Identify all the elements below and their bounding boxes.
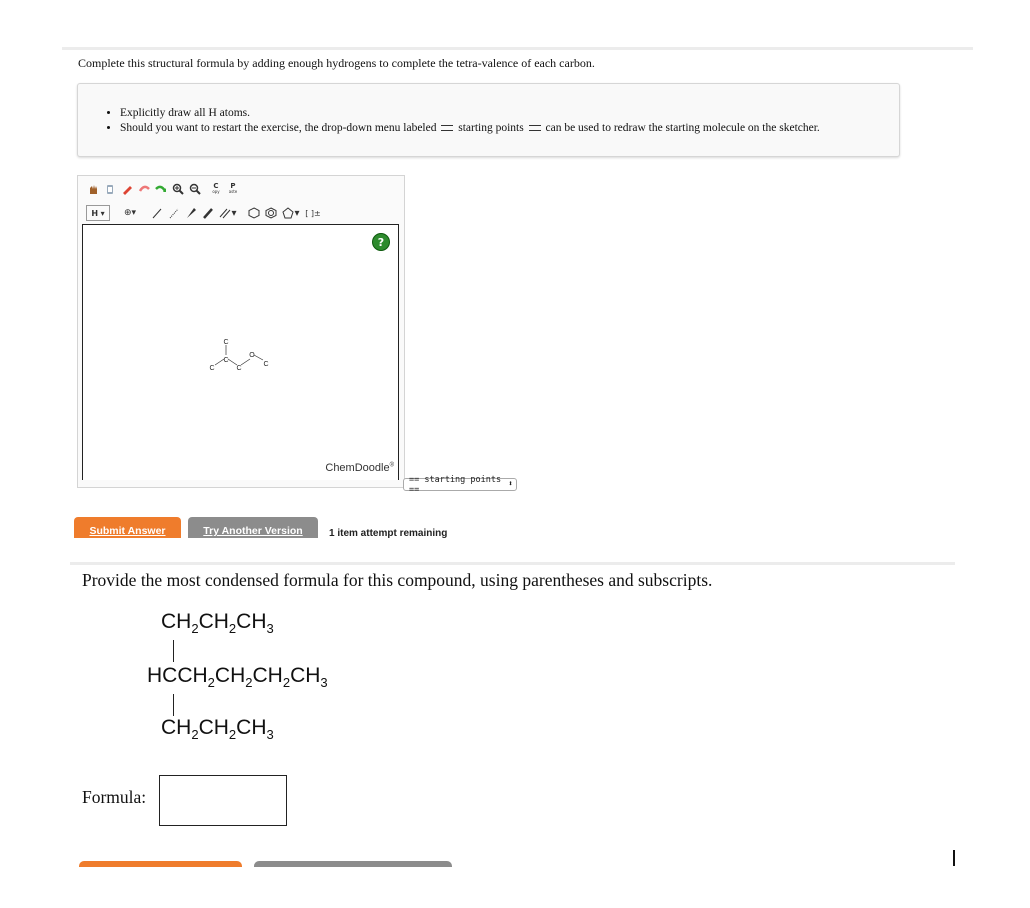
condensed-structure (140, 610, 400, 750)
try-another-clip (188, 517, 318, 538)
double-line-icon (529, 125, 541, 131)
question-2-prompt: Provide the most condensed formula for this compound, using parentheses and subscripts. (82, 570, 713, 590)
help-icon[interactable]: ? (372, 233, 390, 251)
structure-bottom-bond (173, 694, 174, 716)
instruction-bullet-1: • Explicitly draw all H atoms. (120, 106, 820, 121)
brackets-icon[interactable]: [ ]± (305, 208, 321, 218)
structure-middle-chain: $HCCH_2CH_2CH_2CH_3$ (147, 664, 328, 691)
pencil-icon[interactable] (120, 182, 134, 196)
text-cursor (953, 850, 955, 866)
erase-icon[interactable] (103, 182, 117, 196)
atom-c-center: C (223, 357, 229, 364)
wedge-bond-icon[interactable] (184, 206, 198, 220)
instructions-box (77, 83, 900, 157)
hand-icon[interactable] (86, 182, 100, 196)
chemdoodle-brand: ChemDoodle® (325, 462, 394, 474)
copy-icon[interactable]: C opy (212, 182, 220, 194)
wedge-dashed-bond-icon[interactable] (167, 206, 181, 220)
redo-icon[interactable] (154, 182, 168, 196)
starting-molecule (83, 225, 398, 480)
charge-select[interactable]: ⊕ ▾ (123, 208, 137, 218)
zoom-in-icon[interactable] (171, 182, 185, 196)
chemdoodle-sketcher (77, 175, 405, 488)
benzene-ring-icon[interactable] (264, 206, 278, 220)
sketcher-canvas[interactable] (82, 224, 399, 480)
atom-c-right: C (263, 361, 269, 368)
undo-icon[interactable] (137, 182, 151, 196)
submit-answer-button[interactable]: Submit Answer (74, 517, 181, 538)
formula-label: Formula: (82, 787, 147, 807)
attempts-remaining: 1 item attempt remaining (329, 528, 448, 539)
zoom-out-icon[interactable] (188, 182, 202, 196)
secondary-button-2-clip (254, 861, 452, 867)
single-bond-icon[interactable] (150, 206, 164, 220)
atom-c-top: C (223, 339, 229, 346)
double-line-icon (441, 125, 453, 131)
atom-c-mid: C (236, 365, 242, 372)
top-divider (62, 47, 973, 50)
bold-bond-icon[interactable] (201, 206, 215, 220)
sketcher-toolbar-top (86, 180, 240, 198)
element-select[interactable]: H ▾ (86, 205, 110, 221)
pentagon-ring-select[interactable]: ▾ (281, 206, 301, 220)
select-arrows-icon: ⬍ (508, 479, 513, 488)
submit-button-2-clip (79, 861, 242, 867)
atom-o: O (249, 352, 255, 359)
starting-points-select[interactable]: == starting points == ⬍ (403, 478, 517, 491)
submit-answer-clip (74, 517, 181, 538)
secondary-button-2[interactable] (254, 861, 452, 867)
sketcher-toolbar-bottom (86, 204, 322, 222)
question-1-prompt: Complete this structural formula by adding enough hydrogens to complete the tetra-valence of each carbon. (78, 56, 595, 70)
structure-bottom-chain: $CH_2CH_2CH_3$ (161, 716, 274, 743)
middle-divider (70, 562, 955, 565)
hexagon-ring-icon[interactable] (247, 206, 261, 220)
paste-icon[interactable]: P aste (228, 182, 238, 194)
structure-top-bond (173, 640, 174, 662)
formula-input[interactable] (159, 775, 287, 826)
submit-button-2[interactable] (79, 861, 242, 867)
double-bond-select[interactable]: ▾ (218, 206, 238, 220)
structure-top-chain: $CH_2CH_2CH_3$ (161, 610, 274, 637)
instruction-bullet-2: • Should you want to restart the exercise, the drop-down menu labeled starting points can be used to redraw the starting molecule on the sketcher. (120, 121, 820, 136)
try-another-version-button[interactable]: Try Another Version (188, 517, 318, 538)
atom-c-left: C (209, 365, 215, 372)
